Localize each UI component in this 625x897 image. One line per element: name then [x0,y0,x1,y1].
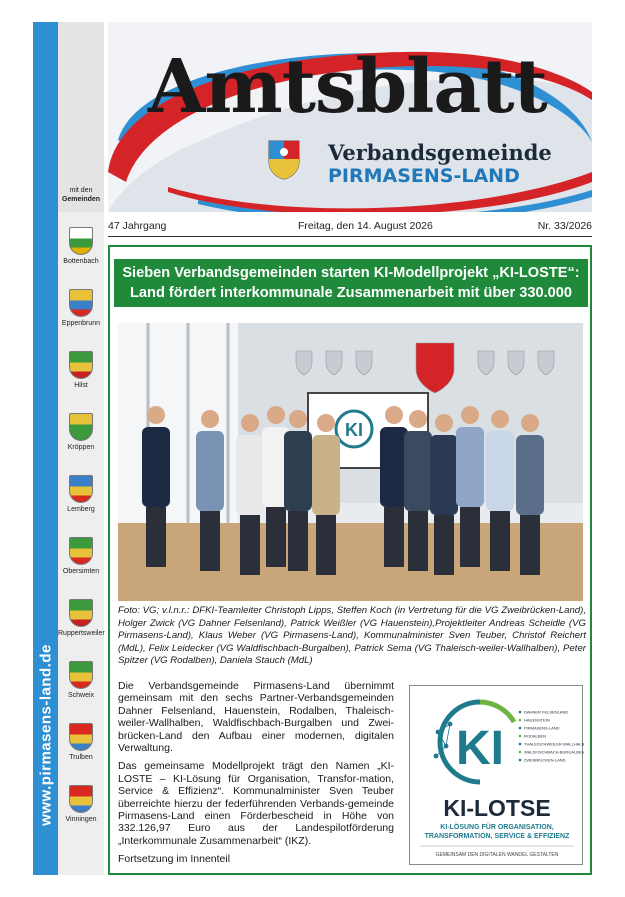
ki-list-bullet [519,711,522,714]
issue-meta [108,220,592,236]
continuation-note: Fortsetzung im Innenteil [118,853,231,866]
ki-lotse-logo [409,685,583,865]
masthead [108,22,592,212]
ki-logo-tagline-2: TRANSFORMATION, SERVICE & EFFIZIENZ [424,833,570,840]
person-legs [146,507,166,567]
person-legs [520,515,540,575]
ki-logo-tagline-1: KI-LÖSUNG FÜR ORGANISATION, [440,824,554,831]
municipality-name: Obersimten [62,568,100,575]
person-head [385,406,403,424]
ki-list-bullet [519,759,522,762]
municipality-name: Trulben [69,754,93,761]
person-body [486,431,514,511]
ki-logo-footer: GEMEINSAM DEN DIGITALEN WANDEL GESTALTEN [435,852,559,858]
person-body [516,435,544,515]
municipality-item [58,351,104,390]
municipality-item [58,785,104,824]
ki-list-item: RODALBEN [524,733,547,739]
sidebar-heading: mit den Gemeinden [61,187,101,203]
municipality-item [58,661,104,700]
person-legs [200,511,220,571]
municipality-item [58,289,104,328]
group-photo-image [118,323,583,601]
municipal-crest-icon [69,289,93,317]
person-head [435,414,453,432]
person-legs [288,511,308,571]
person-head [409,410,427,428]
ki-list-item: ZWEIBRÜCKEN-LAND [524,757,566,763]
person-legs [490,511,510,571]
municipal-crest-icon [69,413,93,441]
person-body [142,427,170,507]
municipal-crest-icon [69,785,93,813]
ki-list-item: HAUENSTEIN [524,717,550,723]
publication-subtitle: Verbandsgemeinde [328,140,552,165]
municipality-name: Ruppertsweiler [58,630,105,637]
person-head [461,406,479,424]
municipality-item [58,599,104,638]
publication-title: Amtsblatt [148,44,547,130]
municipality-item [58,723,104,762]
photo-caption: Foto: VG; v.l.n.r.: DFKI-Teamleiter Christoph Lipps, Steffen Koch (in Vertretung für die VG Zweibrücken-Land), Holger Zwick (VG Dahner Felsenland), Patrick Weißler (VG Hauenstein),Projektleiter Andreas Scheidle (VG Pirmasens-Land), Klaus Weber (VG Pirmasens-Land), Kommunalminister Sven Teuber, Christof Reichert (MdL), Felix Leidecker (VG Waldfischbach-Burgalben), Patrick Sema (VG Thaleisch-weiler-Wallhalben), Peter Spitzer (VG Rodalben), Daniela Stauch (MdL) [118,605,586,666]
person-legs [434,515,454,575]
person-legs [384,507,404,567]
issue-number: Nr. 33/2026 [537,220,592,232]
person-body [380,427,408,507]
municipal-crest-icon [69,723,93,751]
municipality-item [58,413,104,452]
website-url[interactable]: www.pirmasens-land.de [37,644,54,826]
sidebar-header-bg [58,22,104,212]
ki-logo-wordmark: KI-LOTSE [443,795,551,821]
municipalities-sidebar [58,22,104,875]
person-head [147,406,165,424]
municipality-name: Eppenbrunn [61,320,101,327]
person-head [317,414,335,432]
coat-of-arms-icon [268,140,300,180]
municipal-crest-icon [69,537,93,565]
person-body [284,431,312,511]
ki-list-bullet [519,727,522,730]
ki-list-item: DAHNER FELSENLAND [524,709,569,715]
paragraph: Das gemeinsame Modellprojekt trägt den Namen „KI-LOSTE – KI-Lösung für Organisation, Transfor-mation, Service & Effizienz“. Kommunalminister Sven Teuber überreichte hierzu der federführenden Verbands-gemeinde Pirmasens-Land einen Förderbescheid in Höhe von 332.126,97 Euro aus der Landespilotförderung „Interkommunale Zusammenarbeit“ (IKZ). [118,760,394,847]
person-body [196,431,224,511]
municipal-crest-icon [69,227,93,255]
ki-lotse-logo-graphic [410,686,584,866]
publication-region: PIRMASENS-LAND [328,165,520,187]
municipality-item [58,475,104,514]
ki-list-item: WALDFISCHBACH-BURGALBEN [524,749,584,755]
municipality-name: Kröppen [67,444,95,451]
person-body [404,431,432,511]
ki-list-bullet [519,719,522,722]
volume-label: 47 Jahrgang [108,220,167,232]
municipality-name: Bottenbach [63,258,99,265]
article-headline: Sieben Verbandsgemeinden starten KI-Modellprojekt „KI-LOSTE“: Land fördert interkommunale Zusammenarbeit mit über 330.000 Euro [114,259,588,307]
ki-list-bullet [519,735,522,738]
meta-divider [108,236,592,237]
person-head [521,414,539,432]
ki-list-bullet [519,743,522,746]
person-head [201,410,219,428]
ki-list-item: THALEISCHWEILER-WALLHALBEN [524,741,584,747]
website-strip [33,22,58,875]
municipality-name: Schweix [67,692,95,699]
person-head [289,410,307,428]
person-body [456,427,484,507]
person-legs [316,515,336,575]
person-body [430,435,458,515]
screen-logo-text: KI [345,420,363,440]
municipality-name: Hilst [74,382,88,389]
municipality-name: Vinningen [65,816,97,823]
municipality-name: Lemberg [67,506,95,513]
person-head [241,414,259,432]
person-head [267,406,285,424]
municipality-item [58,227,104,266]
person-legs [408,511,428,571]
municipal-crest-icon [69,475,93,503]
paragraph: Die Verbandsgemeinde Pirmasens-Land übernimmt gemeinsam mit den sechs Partner-Verbandsgemeinden Dahner Felsenland, Hauenstein, Rodalben, Thaleisch-weiler-Wallhalben, Waldfischbach-Burgalben und Zwei-brücken-Land den Aufbau einer modernen, digitalen Verwaltung. [118,680,394,755]
person-legs [240,515,260,575]
ki-list-item: PIRMASENS-LAND [524,725,560,731]
person-legs [460,507,480,567]
municipal-crest-icon [69,351,93,379]
group-photo [118,323,583,601]
person-body [312,435,340,515]
municipal-crest-icon [69,661,93,689]
municipal-crest-icon [69,599,93,627]
municipality-item [58,537,104,576]
lead-article [108,245,592,875]
issue-date: Freitag, den 14. August 2026 [298,220,433,232]
article-body [118,680,394,872]
ki-logo-letters: KI [456,722,504,775]
person-head [491,410,509,428]
person-legs [266,507,286,567]
ki-list-bullet [519,751,522,754]
person-body [236,435,264,515]
